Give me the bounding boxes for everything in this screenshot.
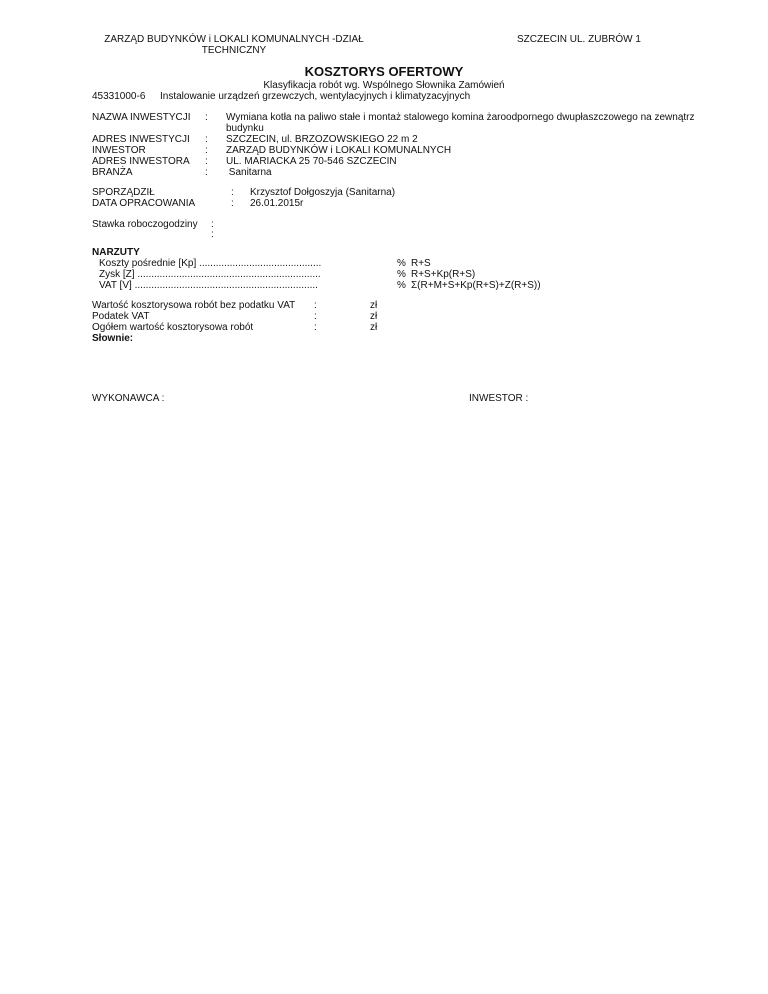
prepared-by-label: SPORZĄDZIŁ: [92, 187, 155, 198]
prepared-by-value: Krzysztof Dołgoszyja (Sanitarna): [250, 187, 396, 198]
overhead-formula-profit: R+S+Kp(R+S): [411, 269, 476, 280]
overhead-unit: %: [397, 269, 406, 280]
info-value-branch: Sanitarna: [226, 167, 272, 178]
total-gross-label: Ogółem wartość kosztorysowa robót: [92, 322, 254, 333]
info-label-investor-address: ADRES INWESTORA: [92, 156, 190, 167]
classification-label: Klasyfikacja robót wg. Wspólnego Słownika Zamówień: [263, 80, 505, 91]
contractor-signature-label: WYKONAWCA :: [92, 393, 165, 404]
info-sep: :: [205, 156, 208, 167]
info-sep: :: [205, 145, 208, 156]
organization-line-2: TECHNICZNY: [201, 45, 267, 56]
overhead-label-profit: Zysk [Z] ..................................................................: [99, 269, 321, 280]
overhead-unit: %: [397, 280, 406, 291]
total-sep: :: [314, 300, 317, 311]
prepared-sep: :: [231, 198, 234, 209]
total-vat-unit: zł: [370, 311, 378, 322]
overheads-title: NARZUTY: [92, 247, 140, 258]
info-sep: :: [205, 112, 208, 123]
overhead-formula-vat: Σ(R+M+S+Kp(R+S)+Z(R+S)): [411, 280, 541, 291]
prepared-date-label: DATA OPRACOWANIA: [92, 198, 196, 209]
labor-rate-sep: :: [211, 219, 214, 230]
organization-line-1: ZARZĄD BUDYNKÓW i LOKALI KOMUNALNYCH -DZIAŁ: [104, 34, 364, 45]
overhead-label-indirect: Koszty pośrednie [Kp] ............................................: [99, 258, 322, 269]
info-value-investment-name-cont: budynku: [226, 123, 264, 134]
info-label-investment-address: ADRES INWESTYCJI: [92, 134, 190, 145]
prepared-sep: :: [231, 187, 234, 198]
total-vat-label: Podatek VAT: [92, 311, 150, 322]
prepared-date-value: 26.01.2015r: [250, 198, 304, 209]
labor-rate-sep-2: :: [211, 229, 214, 240]
organization-name: [84, 34, 384, 56]
cpv-description: Instalowanie urządzeń grzewczych, wentylacyjnych i klimatyzacyjnych: [160, 91, 471, 102]
total-net-label: Wartość kosztorysowa robót bez podatku VAT: [92, 300, 296, 311]
info-label-investment-name: NAZWA INWESTYCJI: [92, 112, 191, 123]
overhead-formula-indirect: R+S: [411, 258, 431, 269]
info-sep: :: [205, 134, 208, 145]
info-value-investment-address: SZCZECIN, ul. BRZOZOWSKIEGO 22 m 2: [226, 134, 418, 145]
labor-rate-label: Stawka roboczogodziny: [92, 219, 198, 230]
info-label-investor: INWESTOR: [92, 145, 146, 156]
document-title: KOSZTORYS OFERTOWY: [304, 64, 464, 79]
investor-signature-label: INWESTOR :: [469, 393, 529, 404]
info-sep: :: [205, 167, 208, 178]
info-value-investor-address: UL. MARIACKA 25 70-546 SZCZECIN: [226, 156, 397, 167]
total-sep: :: [314, 311, 317, 322]
amount-in-words-label: Słownie:: [92, 333, 134, 344]
info-label-branch: BRANŻA: [92, 167, 133, 178]
info-value-investment-name: Wymiana kotła na paliwo stałe i montaż stalowego komina żaroodpornego dwupłaszczowego na zewnątrz: [226, 112, 695, 123]
info-value-investor: ZARZĄD BUDYNKÓW i LOKALI KOMUNALNYCH: [226, 145, 452, 156]
total-net-unit: zł: [370, 300, 378, 311]
overhead-label-vat: VAT [V] ..................................................................: [99, 280, 318, 291]
overhead-unit: %: [397, 258, 406, 269]
total-gross-unit: zł: [370, 322, 378, 333]
organization-address: SZCZECIN UL. ZUBRÓW 1: [517, 34, 641, 45]
cpv-code: 45331000-6: [92, 91, 146, 102]
total-sep: :: [314, 322, 317, 333]
